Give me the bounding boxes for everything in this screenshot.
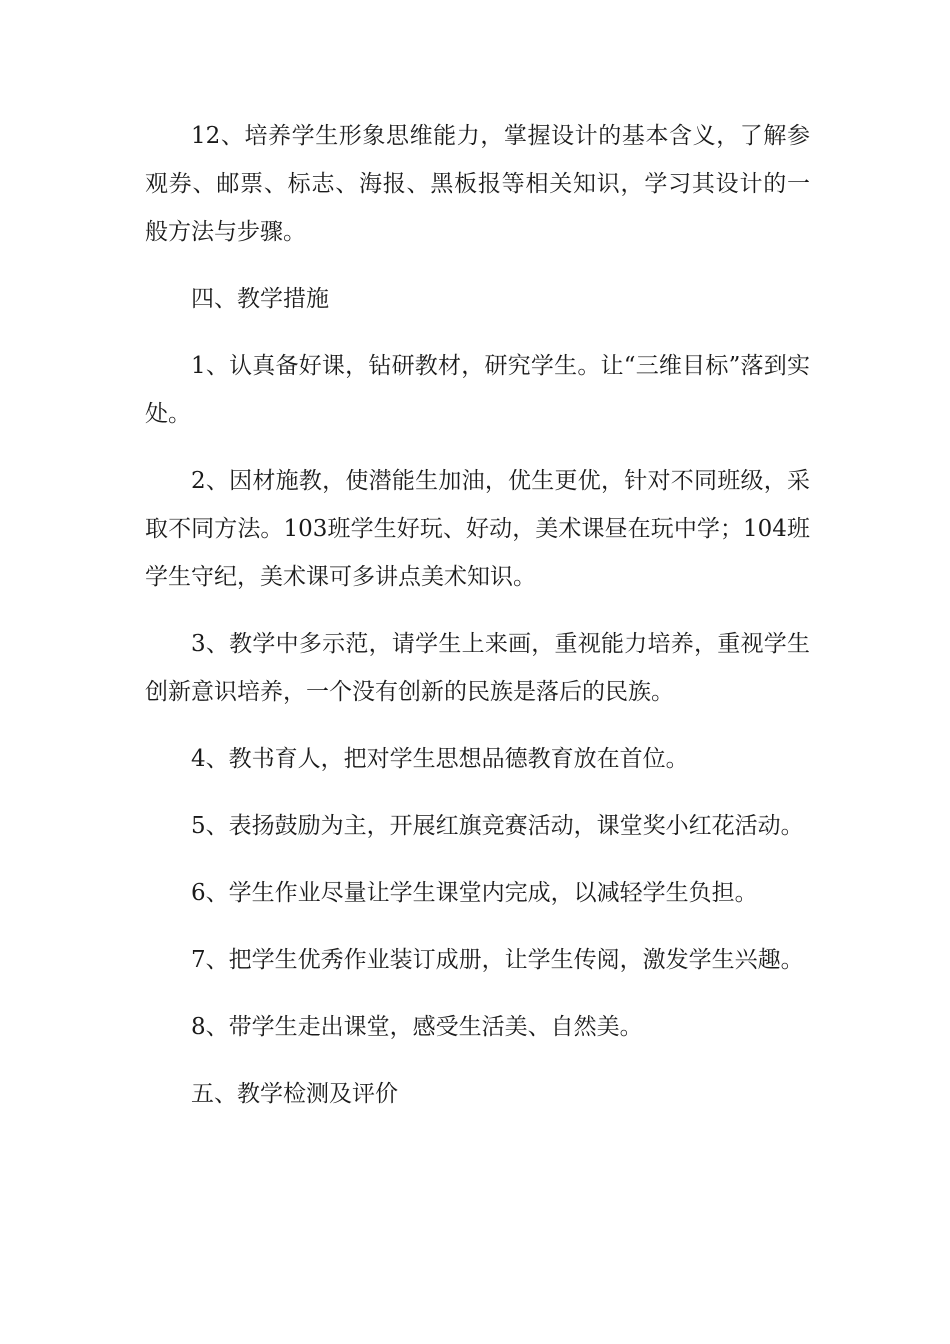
paragraph-measure-7: 7、把学生优秀作业装订成册，让学生传阅，激发学生兴趣。 — [191, 947, 804, 973]
paragraph-measure-8: 8、带学生走出课堂，感受生活美、自然美。 — [191, 1014, 643, 1040]
paragraph-objective-12: 12、培养学生形象思维能力，掌握设计的基本含义，了解参观券、邮票、标志、海报、黑板报等相关知识，学习其设计的一般方法与步骤。 — [145, 123, 810, 245]
document-body — [145, 112, 810, 1137]
paragraph-measure-5: 5、表扬鼓励为主，开展红旗竞赛活动，课堂奖小红花活动。 — [191, 813, 804, 839]
paragraph-measure-6: 6、学生作业尽量让学生课堂内完成，以减轻学生负担。 — [191, 880, 758, 906]
section-heading-assessment: 五、教学检测及评价 — [191, 1081, 398, 1107]
paragraph-measure-3: 3、教学中多示范，请学生上来画，重视能力培养，重视学生创新意识培养，一个没有创新的民族是落后的民族。 — [145, 631, 810, 705]
paragraph-measure-4: 4、教书育人，把对学生思想品德教育放在首位。 — [191, 746, 689, 772]
section-heading-teaching-measures: 四、教学措施 — [191, 286, 329, 312]
paragraph-measure-2: 2、因材施教，使潜能生加油，优生更优，针对不同班级，采取不同方法。103班学生好玩、好动，美术课昼在玩中学；104班学生守纪，美术课可多讲点美术知识。 — [145, 468, 810, 590]
paragraph-measure-1: 1、认真备好课，钻研教材，研究学生。让“三维目标”落到实处。 — [145, 353, 810, 427]
